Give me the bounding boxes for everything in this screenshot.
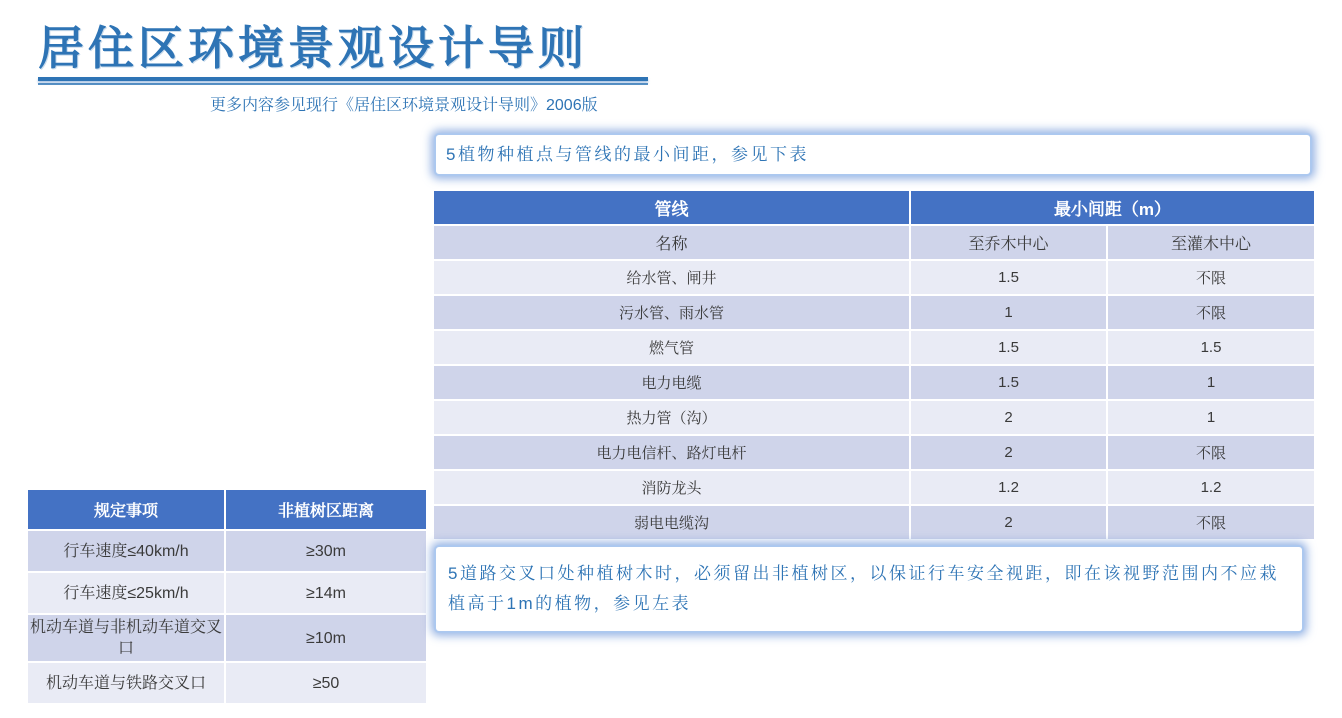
table-row: [433, 295, 1315, 330]
table-subheader-row: [433, 225, 1315, 260]
table-row: [433, 365, 1315, 400]
table-row: [27, 614, 427, 662]
header-pipeline: 管线: [433, 190, 910, 225]
table-cell: 行车速度≤25km/h: [27, 572, 225, 614]
table-cell: 污水管、雨水管: [433, 295, 910, 330]
table-row: [433, 470, 1315, 505]
non-planting-zone-table: [26, 488, 428, 705]
table-cell: 1: [910, 295, 1107, 330]
table-cell: 1: [1107, 365, 1315, 400]
table-cell: 电力电缆: [433, 365, 910, 400]
table-cell: 1.5: [910, 330, 1107, 365]
table-cell: 弱电电缆沟: [433, 505, 910, 540]
table-cell: 1: [1107, 400, 1315, 435]
table-cell: 燃气管: [433, 330, 910, 365]
subheader-shrub-center: 至灌木中心: [1107, 225, 1315, 260]
table-row: [433, 260, 1315, 295]
table-cell: 1.2: [910, 470, 1107, 505]
table-cell: 1.2: [1107, 470, 1315, 505]
table-cell: 不限: [1107, 435, 1315, 470]
table-row: [27, 662, 427, 704]
table-row: [433, 505, 1315, 540]
table-row: [433, 435, 1315, 470]
table-cell: 不限: [1107, 260, 1315, 295]
table-cell: ≥10m: [225, 614, 427, 662]
table-cell: 1.5: [1107, 330, 1315, 365]
subheader-name: 名称: [433, 225, 910, 260]
title-underline-thin: [38, 83, 648, 85]
page-title: 居住区环境景观设计导则: [38, 22, 588, 74]
callout-road-intersection: 5道路交叉口处种植树木时，必须留出非植树区，以保证行车安全视距，即在该视野范围内不应栽植高于1m的植物，参见左表: [434, 545, 1304, 633]
table-cell: 热力管（沟）: [433, 400, 910, 435]
pipeline-distance-table: [432, 189, 1316, 541]
title-underline-thick: [38, 77, 648, 81]
title-underline: [38, 77, 648, 85]
table-row: [27, 572, 427, 614]
table-cell: 不限: [1107, 295, 1315, 330]
subtitle-reference: 更多内容参见现行《居住区环境景观设计导则》2006版: [210, 97, 598, 114]
table-row: [27, 530, 427, 572]
table-header-row: [27, 489, 427, 530]
table-header-row: [433, 190, 1315, 225]
table-cell: 2: [910, 400, 1107, 435]
table-cell: 不限: [1107, 505, 1315, 540]
table-cell: 2: [910, 435, 1107, 470]
table-cell: ≥14m: [225, 572, 427, 614]
table-cell: 2: [910, 505, 1107, 540]
table-cell: 机动车道与非机动车道交叉口: [27, 614, 225, 662]
table-cell: 1.5: [910, 365, 1107, 400]
table-row: [433, 330, 1315, 365]
table-cell: 消防龙头: [433, 470, 910, 505]
table-cell: 给水管、闸井: [433, 260, 910, 295]
header-min-distance: 最小间距（m）: [910, 190, 1315, 225]
table-cell: 电力电信杆、路灯电杆: [433, 435, 910, 470]
table-cell: ≥50: [225, 662, 427, 704]
header-regulation-item: 规定事项: [27, 489, 225, 530]
table-row: [433, 400, 1315, 435]
header-non-planting-distance: 非植树区距离: [225, 489, 427, 530]
table-cell: ≥30m: [225, 530, 427, 572]
subheader-tree-center: 至乔木中心: [910, 225, 1107, 260]
table-cell: 1.5: [910, 260, 1107, 295]
table-cell: 行车速度≤40km/h: [27, 530, 225, 572]
callout-planting-pipeline: 5植物种植点与管线的最小间距，参见下表: [434, 133, 1312, 176]
table-cell: 机动车道与铁路交叉口: [27, 662, 225, 704]
